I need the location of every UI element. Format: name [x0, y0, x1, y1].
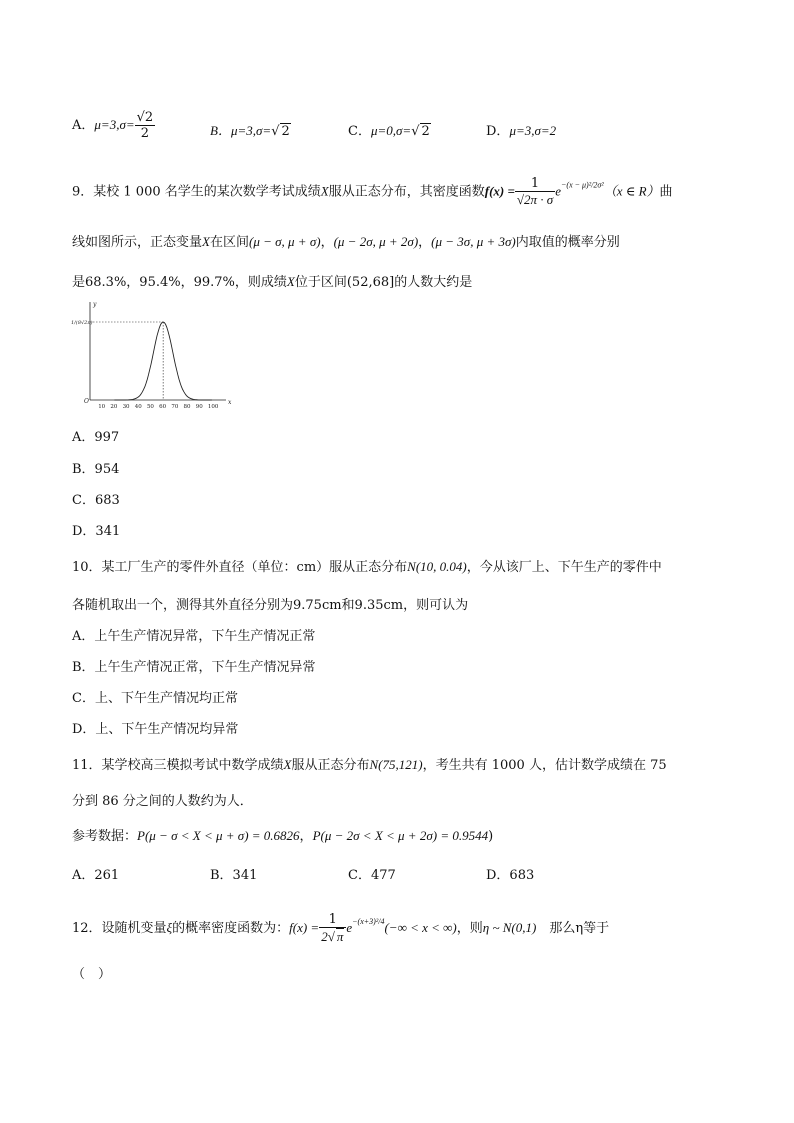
- q9-text: 曲: [659, 184, 673, 200]
- xi-symbol: ξ: [166, 920, 173, 935]
- domain: （x ∈ R）: [603, 183, 660, 199]
- q10-line-1: [72, 556, 662, 575]
- q9-text: 内取值的概率分别: [515, 235, 620, 250]
- exponent: −(x+3)²/4: [352, 917, 385, 926]
- var-x: X: [202, 234, 210, 249]
- exp-den: 4: [380, 917, 385, 926]
- q11-reference-data: 参考数据：P(μ − σ < X < μ + σ) = 0.6826，P(μ − 2σ < X < μ + 2σ) = 0.9544): [72, 828, 494, 844]
- exp-num: (x − μ)²: [566, 180, 592, 190]
- fraction-denominator: √2π · σ: [516, 192, 554, 207]
- q9-option-c: C．683: [72, 493, 120, 508]
- option-label: C．: [348, 124, 371, 139]
- var-x: X: [320, 183, 329, 199]
- x-tick-label: 100: [207, 404, 219, 410]
- sqrt-radicand: 2: [421, 124, 430, 139]
- q9-option-a: A．997: [72, 430, 120, 445]
- distribution: N(75,121): [369, 757, 423, 772]
- x-tick-label: 50: [146, 404, 154, 410]
- q11-text: 11．某学校高三模拟考试中数学成绩: [72, 758, 284, 773]
- y-axis-label: y: [93, 301, 97, 308]
- q9-option-b: B．954: [72, 462, 120, 477]
- origin-label: O: [84, 398, 89, 405]
- q9-line-2: 线如图所示，正态变量X在区间(μ − σ, μ + σ)，(μ − 2σ, μ + 2σ)，(μ − 3σ, μ + 3σ)内取值的概率分别: [72, 234, 620, 250]
- den-text: 2π · σ: [524, 192, 554, 207]
- q10-option-b: B．上午生产情况正常，下午生产情况异常: [72, 660, 316, 675]
- q9-line-3: [72, 271, 472, 290]
- fraction: [135, 110, 156, 141]
- q10-option-c: C．上、下午生产情况均正常: [72, 691, 238, 706]
- x-tick-label: 70: [171, 404, 179, 410]
- sigma-prefix: ,σ=: [116, 117, 135, 132]
- x-tick-label: 80: [183, 404, 191, 410]
- fraction-numerator: 1: [515, 176, 555, 192]
- q12-text: 12．设随机变量: [72, 921, 167, 936]
- normal-curve-chart: [70, 298, 230, 410]
- interval-2: (μ − 2σ, μ + 2σ): [333, 234, 419, 249]
- option-text: μ=0,σ=: [370, 123, 412, 138]
- q9-option-d: D．341: [72, 524, 121, 539]
- eta-distribution: η ~ N(0,1): [482, 920, 537, 935]
- fx-label: f(x) =: [289, 920, 320, 935]
- exp-den: 2σ²: [593, 180, 604, 190]
- option-label: B．: [210, 123, 231, 138]
- q12-answer-paren: （ ）: [72, 967, 112, 982]
- q11-line-1: [72, 754, 667, 773]
- reference-2: P(μ − 2σ < X < μ + 2σ) = 0.9544: [312, 828, 489, 843]
- q11-option-a: A．261: [72, 868, 120, 883]
- q12-text: 那么η等于: [549, 921, 610, 936]
- den-root: π: [336, 929, 344, 944]
- option-text: μ=3,σ=2: [509, 123, 557, 138]
- option-label: D．: [486, 124, 510, 139]
- q11-option-b: B．341: [210, 868, 258, 883]
- fraction-denominator: 2: [140, 126, 150, 141]
- x-tick-label: 30: [122, 404, 130, 410]
- euler-e: e: [346, 920, 353, 935]
- chart-svg: [70, 298, 230, 410]
- density-fraction: [319, 912, 346, 945]
- domain: (−∞ < x < ∞): [384, 920, 457, 935]
- q9-text: 线如图所示，正态变量: [72, 235, 203, 250]
- q10-text: 10．某工厂生产的零件外直径（单位：cm）服从正态分布: [72, 560, 408, 575]
- q8-option-c: C．μ=0,σ=√ 2: [348, 123, 430, 139]
- option-text: μ=3,σ=: [230, 123, 272, 138]
- x-tick-label: 60: [159, 404, 167, 410]
- exp-num: (x+3)²: [357, 917, 379, 926]
- x-axis-label: x: [228, 399, 232, 406]
- reference-label: 参考数据：: [72, 829, 138, 844]
- reference-close: ): [488, 829, 494, 844]
- q11-line-2: 分到 86 分之间的人数约为人．: [72, 794, 253, 809]
- q8-option-d: [486, 120, 556, 139]
- q10-text: ，今从该厂上、下午生产的零件中: [466, 560, 662, 575]
- fraction-numerator: 1: [319, 912, 346, 928]
- q11-text: ，考生共有 1000 人，估计数学成绩在 75: [422, 758, 667, 773]
- q9-text: 服从正态分布，其密度函数: [328, 184, 485, 200]
- fraction-denominator: 2√ π: [321, 929, 344, 944]
- fraction-numerator: √2: [136, 110, 154, 125]
- interval-3: (μ − 3σ, μ + 3σ): [431, 234, 516, 249]
- x-tick-label: 20: [110, 404, 118, 410]
- q9-line-1: [72, 176, 673, 208]
- q12-text: 的概率密度函数为：: [172, 921, 290, 936]
- q10-option-d: D．上、下午生产情况均异常: [72, 722, 239, 737]
- mu-value: μ=3: [94, 117, 117, 132]
- density-fraction: [515, 176, 555, 208]
- x-tick-label: 90: [195, 404, 203, 410]
- q9-text: 位于区间(52,68]的人数大约是: [294, 275, 473, 290]
- distribution: N(10, 0.04): [407, 559, 467, 574]
- q8-option-b: B．μ=3,σ=√ 2: [210, 123, 290, 139]
- x-tick-label: 40: [134, 404, 142, 410]
- peak-value-label: 1/(8√2π): [71, 320, 93, 326]
- exponent: −(x − μ)²/2σ²: [561, 180, 604, 190]
- q10-option-a: A．上午生产情况异常，下午生产情况正常: [72, 629, 316, 644]
- fx-label: f(x) =: [484, 183, 515, 199]
- interval-1: (μ − σ, μ + σ): [248, 234, 321, 249]
- den-coef: 2: [321, 929, 328, 944]
- q10-line-2: 各随机取出一个，测得其外直径分别为9.75cm和9.35cm，则可认为: [72, 598, 469, 613]
- euler-e: e: [555, 183, 561, 199]
- reference-1: P(μ − σ < X < μ + σ) = 0.6826: [137, 828, 300, 843]
- q12-line-1: [72, 912, 609, 945]
- sqrt-radicand: 2: [281, 124, 290, 139]
- option-label: A．: [72, 118, 95, 133]
- q9-text: 9．某校 1 000 名学生的某次数学考试成绩: [72, 184, 321, 200]
- var-x: X: [286, 274, 295, 289]
- q9-text: 是68.3%，95.4%，99.7%，则成绩: [72, 275, 287, 290]
- q11-option-d: D．683: [486, 868, 535, 883]
- q11-text: 服从正态分布: [291, 758, 370, 773]
- q8-option-a: [72, 110, 155, 141]
- x-tick-label: 10: [98, 404, 106, 410]
- q11-option-c: C．477: [348, 868, 396, 883]
- q9-text: 在区间: [209, 235, 249, 250]
- var-x: X: [283, 757, 292, 772]
- q12-text: ，则: [456, 921, 483, 936]
